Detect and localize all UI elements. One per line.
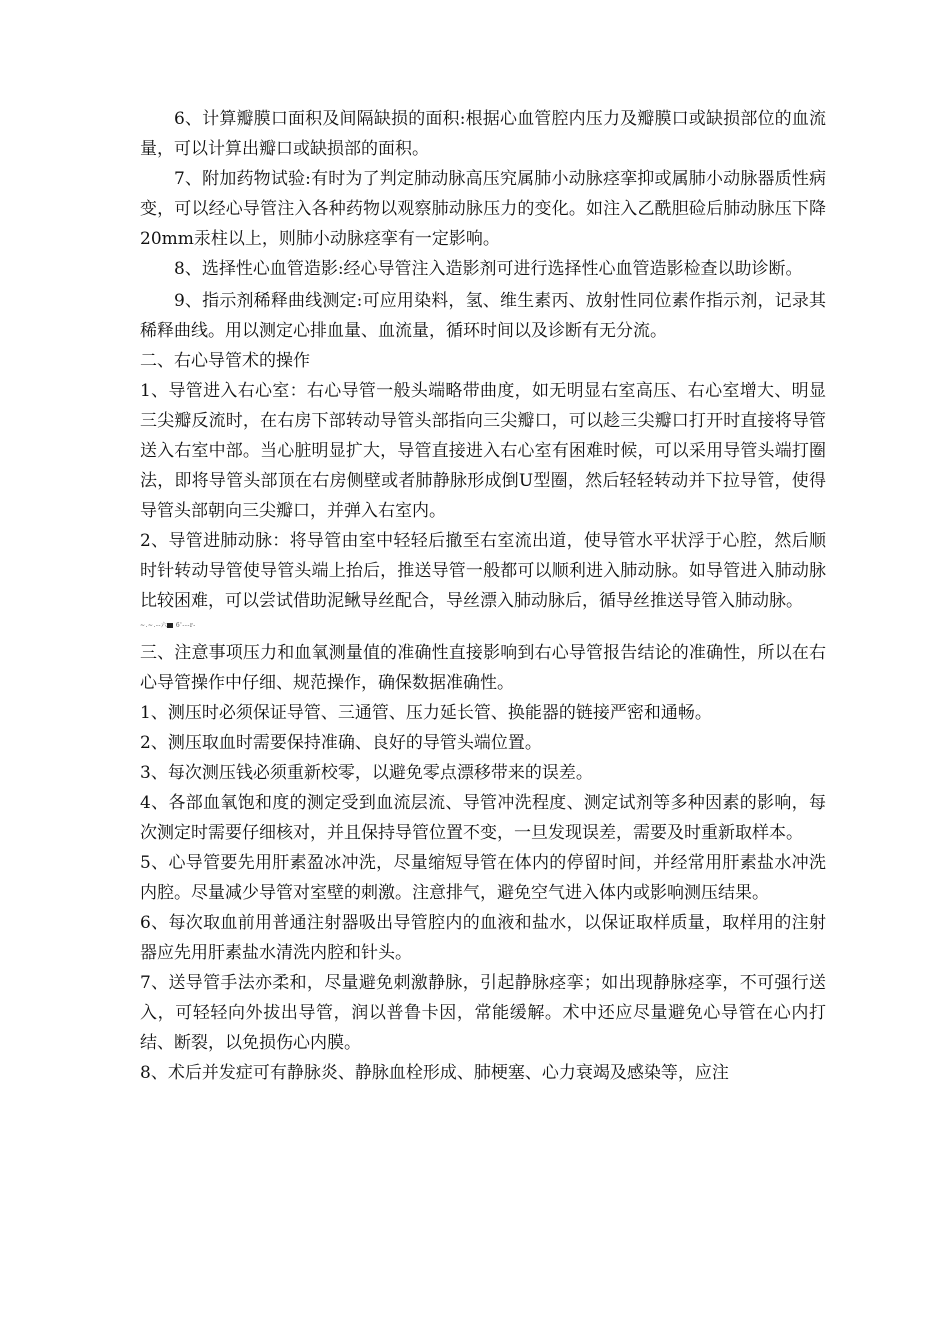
precaution-item-3: 3、每次测压钱必须重新校零，以避免零点漂移带来的误差。 <box>140 763 593 783</box>
document-page <box>140 104 826 1088</box>
section-heading-operation: 二、右心导管术的操作 <box>140 351 310 371</box>
paragraph-item-9: 9、指示剂稀释曲线测定:可应用染料，氢、维生素丙、放射性同位素作指示剂，记录其稀释曲线。用以测定心排血量、血流量，循环时间以及诊断有无分流。 <box>140 291 826 341</box>
scan-artifact-block <box>167 623 173 628</box>
precaution-item-4: 4、各部血氧饱和度的测定受到血流层流、导管冲洗程度、测定试剂等多种因素的影响，每次测定时需要仔细核对，并且保持导管位置不变，一旦发现误差，需要及时重新取样本。 <box>140 793 826 843</box>
paragraph-item-6: 6、计算瓣膜口面积及间隔缺损的面积:根据心血管腔内压力及瓣膜口或缺损部位的血流量，可以计算出瓣口或缺损部的面积。 <box>140 109 826 159</box>
paragraph-item-8: 8、选择性心血管造影:经心导管注入造影剂可进行选择性心血管造影检查以助诊断。 <box>174 259 803 279</box>
precaution-item-1: 1、测压时必须保证导管、三通管、压力延长管、换能器的链接严密和通畅。 <box>140 703 712 723</box>
precaution-item-7: 7、送导管手法亦柔和，尽量避免刺激静脉，引起静脉痉挛；如出现静脉痉挛，不可强行送入，可轻轻向外拔出导管，润以普鲁卡因，常能缓解。术中还应尽量避免心导管在心内打结、断裂，以免损伤心内膜。 <box>140 973 826 1053</box>
precaution-item-8: 8、术后并发症可有静脉炎、静脉血栓形成、肺梗塞、心力衰竭及感染等，应注 <box>140 1063 729 1083</box>
operation-item-2: 2、导管进肺动脉：将导管由室中轻轻后撤至右室流出道，使导管水平状浮于心腔，然后顺时针转动导管使导管头端上抬后，推送导管一般都可以顺利进入肺动脉。如导管进入肺动脉比较困难，可以尝试借助泥鳅导丝配合，导丝漂入肺动脉后，循导丝推送导管入肺动脉。 <box>140 531 826 611</box>
scan-artifact-mark <box>140 618 826 634</box>
precaution-item-6: 6、每次取血前用普通注射器吸出导管腔内的血液和盐水，以保证取样质量，取样用的注射器应先用肝素盐水清洗内腔和针头。 <box>140 913 826 963</box>
section-intro-precautions: 三、注意事项压力和血氧测量值的准确性直接影响到右心导管报告结论的准确性，所以在右心导管操作中仔细、规范操作，确保数据准确性。 <box>140 643 826 693</box>
paragraph-item-7: 7、附加药物试验:有时为了判定肺动脉高压究属肺小动脉痉挛抑或属肺小动脉器质性病变，可以经心导管注入各种药物以观察肺动脉压力的变化。如注入乙酰胆硷后肺动脉压下降20mm汞柱以上，则肺小动脉痉挛有一定影响。 <box>140 169 826 249</box>
scan-artifact-text-left: ~.~.--六 <box>140 622 168 629</box>
operation-item-1: 1、导管进入右心室：右心导管一般头端略带曲度，如无明显右室高压、右心室增大、明显三尖瓣反流时，在右房下部转动导管头部指向三尖瓣口，可以趁三尖瓣口打开时直接将导管送入右室中部。当心脏明显扩大，导管直接进入右心室有困难时候，可以采用导管头端打圈法，即将导管头部顶在右房侧壁或者肺静脉形成倒U型圈，然后轻轻转动并下拉导管，使得导管头部朝向三尖瓣口，并弹入右室内。 <box>140 381 826 521</box>
scan-artifact-text-right: 6'---r- <box>175 622 196 629</box>
precaution-item-2: 2、测压取血时需要保持准确、良好的导管头端位置。 <box>140 733 542 753</box>
precaution-item-5: 5、心导管要先用肝素盈冰冲洗，尽量缩短导管在体内的停留时间，并经常用肝素盐水冲洗内腔。尽量减少导管对室壁的刺激。注意排气，避免空气进入体内或影响测压结果。 <box>140 853 826 903</box>
